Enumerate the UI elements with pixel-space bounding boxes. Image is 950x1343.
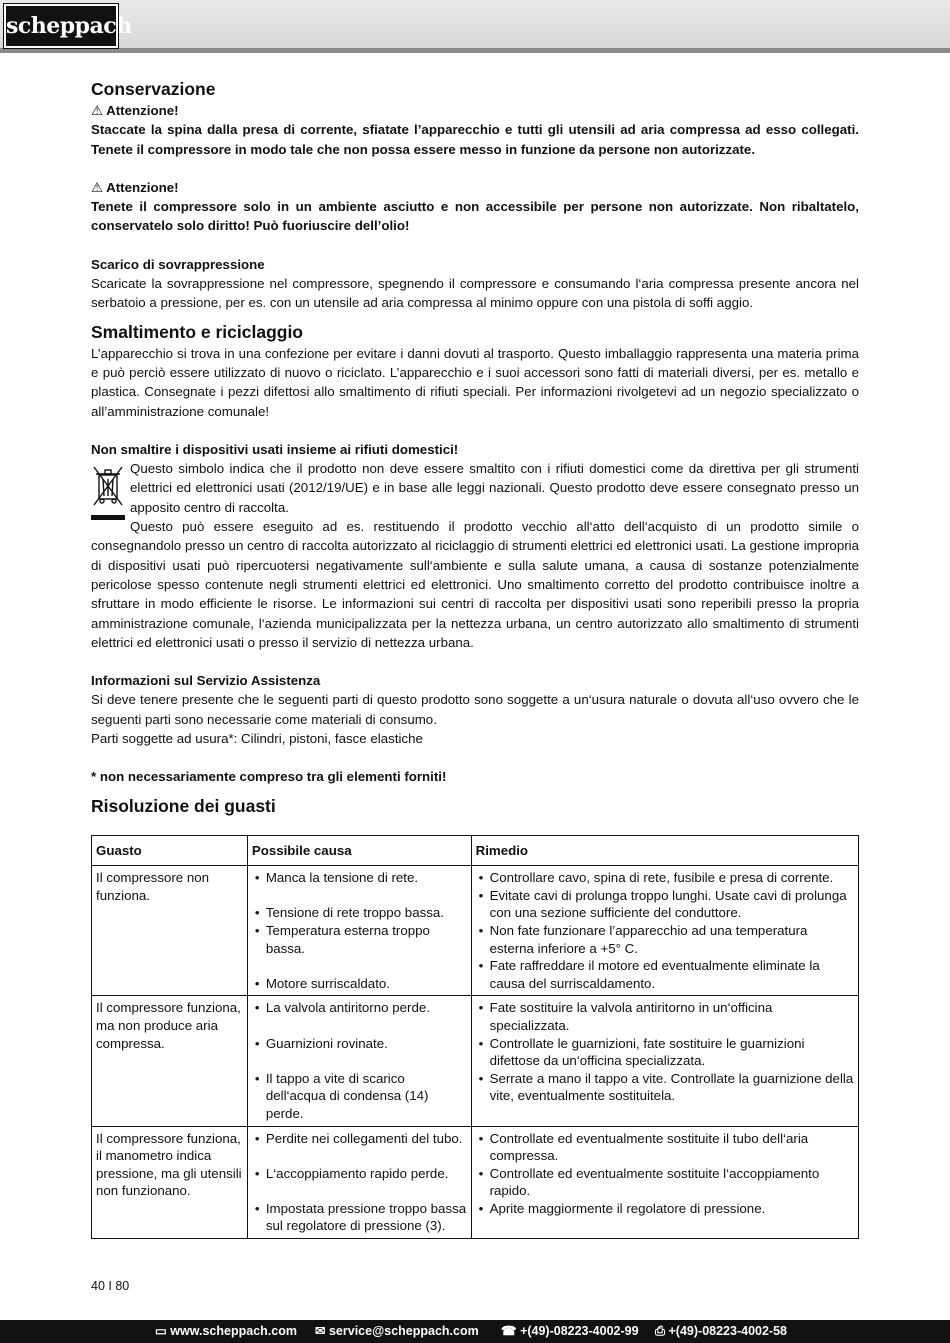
page-content bbox=[91, 78, 859, 1239]
list-item: • Aprite maggiormente il regolatore di pressione. bbox=[476, 1200, 854, 1218]
list-item: • L‘accoppiamento rapido perde. bbox=[252, 1165, 467, 1183]
guasto-cell: Il compressore non funziona. bbox=[92, 866, 248, 996]
section-title-guasti: Risoluzione dei guasti bbox=[91, 795, 276, 816]
footer-phone: ☎ +(49)-08223-4002-99 bbox=[501, 1324, 639, 1338]
list-item: • Fate raffreddare il motore ed eventualmente eliminate la causa del surriscaldamento. bbox=[476, 957, 854, 992]
cause-cell bbox=[247, 866, 471, 996]
list-item: • Serrate a mano il tappo a vite. Controllate la guarnizione della vite, eventualmente sostituitela. bbox=[476, 1070, 854, 1105]
warning-heading-1: ⚠ Attenzione! bbox=[91, 103, 179, 118]
list-item: • Controllate ed eventualmente sostituite il tubo dell‘aria compressa. bbox=[476, 1130, 854, 1165]
list-item: • Fate sostituire la valvola antiritorno in un‘officina specializzata. bbox=[476, 999, 854, 1034]
warning-triangle-icon: ⚠ bbox=[91, 179, 103, 195]
mail-icon: ✉ bbox=[315, 1324, 326, 1338]
section-title-conservazione: Conservazione bbox=[91, 79, 216, 99]
page-number: 40 I 80 bbox=[91, 1279, 130, 1293]
rimedio-cell bbox=[471, 1126, 858, 1239]
list-item: • Controllate le guarnizioni, fate sostituire le guarnizioni difettose da un‘officina specializzata. bbox=[476, 1035, 854, 1070]
warning-heading-2: ⚠ Attenzione! bbox=[91, 179, 179, 195]
scheppach-logo: scheppach bbox=[4, 4, 118, 48]
rimedio-cell bbox=[471, 996, 858, 1126]
warning-text-2: Tenete il compressore solo in un ambiente asciutto e non accessibile per persone non autorizzate. Non ribaltatelo, conservatelo solo diritto! Può fuoriuscire dell’olio! bbox=[91, 199, 859, 234]
computer-icon: ▭ bbox=[155, 1324, 167, 1338]
assistenza-text-1: Si deve tenere presente che le seguenti parti di questo prodotto sono soggette a un‘usura naturale o dovuta all‘uso ovvero che le seguenti parti sono necessarie come materiali di consumo. bbox=[91, 692, 859, 727]
list-item: • Guarnizioni rovinate. bbox=[252, 1035, 467, 1053]
list-item: • Perdite nei collegamenti del tubo. bbox=[252, 1130, 467, 1148]
weee-text-1: Questo simbolo indica che il prodotto non deve essere smaltito con i rifiuti domestici come da direttiva per gli strumenti elettrici ed elettronici usati (2012/19/UE) e in base alle leggi nazionali. Questo prodotto deve essere consegnato presso un apposito centro di raccolta. bbox=[130, 461, 859, 515]
cause-cell bbox=[247, 996, 471, 1126]
footer-bar bbox=[0, 1320, 950, 1343]
guasto-cell: Il compressore funziona, ma non produce aria compressa. bbox=[92, 996, 248, 1126]
list-item: • Manca la tensione di rete. bbox=[252, 869, 467, 887]
column-header: Rimedio bbox=[471, 835, 858, 866]
weee-block bbox=[91, 459, 859, 652]
warning-text-1: Staccate la spina dalla presa di corrente, sfiatate l’apparecchio e tutti gli utensili ad aria compressa ad esso collegati. Tenete il compressore in modo tale che non possa essere messo in funzione da persone non autorizzate. bbox=[91, 122, 859, 157]
fax-icon: ⎙ bbox=[655, 1324, 666, 1338]
list-item: • Controllate ed eventualmente sostituite l‘accoppiamento rapido. bbox=[476, 1165, 854, 1200]
warning-triangle-icon: ⚠ bbox=[91, 103, 103, 118]
list-item: • Il tappo a vite di scarico dell‘acqua di condensa (14) perde. bbox=[252, 1070, 467, 1123]
subsection-title-scarico: Scarico di sovrappressione bbox=[91, 256, 265, 272]
weee-heading: Non smaltire i dispositivi usati insieme ai rifiuti domestici! bbox=[91, 441, 459, 457]
column-header: Possibile causa bbox=[247, 835, 471, 866]
list-item: • Tensione di rete troppo bassa. bbox=[252, 904, 467, 922]
scarico-text: Scaricate la sovrappressione nel compressore, spegnendo il compressore e consumando l‘aria compressa presente ancora nel serbatoio a pressione, per es. con un utensile ad aria compressa al minimo oppure con una pistola di soffi aggio. bbox=[91, 276, 859, 311]
table-header-row bbox=[92, 835, 859, 866]
list-item: • Temperatura esterna troppo bassa. bbox=[252, 922, 467, 957]
list-item: • Motore surriscaldato. bbox=[252, 975, 467, 993]
assistenza-note: * non necessariamente compreso tra gli elementi forniti! bbox=[91, 769, 447, 785]
phone-icon: ☎ bbox=[501, 1324, 517, 1338]
smaltimento-text: L’apparecchio si trova in una confezione per evitare i danni dovuti al trasporto. Questo imballaggio rappresenta una materia prima e può perciò essere utilizzato di nuovo o riciclato. L’apparecchio e i suoi accessori sono fatti di materiali diversi, per es. metallo e plastica. Consegnate i pezzi difettosi allo smaltimento di rifiuti speciali. Per informazioni rivolgetevi ad un negozio specializzato o all’amministrazione comunale! bbox=[91, 345, 859, 419]
cause-cell bbox=[247, 1126, 471, 1239]
list-item: • Impostata pressione troppo bassa sul regolatore di pressione (3). bbox=[252, 1200, 467, 1235]
rimedio-cell bbox=[471, 866, 858, 996]
guasto-cell: Il compressore funziona, il manometro indica pressione, ma gli utensili non funzionano. bbox=[92, 1126, 248, 1239]
assistenza-heading: Informazioni sul Servizio Assistenza bbox=[91, 673, 321, 689]
table-row bbox=[92, 996, 859, 1126]
list-item: • Evitate cavi di prolunga troppo lunghi. Usate cavi di prolunga con una sezione sufficiente del conduttore. bbox=[476, 887, 854, 922]
weee-text-2: Questo può essere eseguito ad es. restituendo il prodotto vecchio all‘atto dell‘acquisto di un prodotto simile o consegnandolo presso un centro di raccolta autorizzato al riciclaggio di strumenti elettrici ed elettronici usati. La gestione impropria di dispositivi usati può ripercuotersi negativamente sull‘ambiente e sulla salute umana, a causa di sostanze potenzialmente pericolose spesso contenute negli strumenti elettrici ed elettronici. Uno smaltimento corretto del prodotto contribuisce inoltre a sfruttare in modo efficiente le risorse. Le informazioni sui centri di raccolta per dispositivi usati sono reperibili presso la propria amministrazione comunale, l‘azienda municipalizzata per la nettezza urbana, un centro autorizzato allo smaltimento di strumenti elettrici ed elettronici usati o presso il servizio di nettezza urbana. bbox=[91, 519, 859, 650]
header-bar bbox=[0, 0, 950, 53]
table-row bbox=[92, 1126, 859, 1239]
crossed-bin-icon bbox=[91, 463, 125, 525]
table-row bbox=[92, 866, 859, 996]
section-title-smaltimento: Smaltimento e riciclaggio bbox=[91, 321, 303, 342]
list-item: • La valvola antiritorno perde. bbox=[252, 999, 467, 1017]
column-header: Guasto bbox=[92, 835, 248, 866]
footer-web[interactable]: ▭ www.scheppach.com bbox=[155, 1324, 297, 1338]
footer-fax: ⎙ +(49)-08223-4002-58 bbox=[655, 1324, 787, 1338]
troubleshooting-table bbox=[91, 835, 859, 1239]
list-item: • Controllare cavo, spina di rete, fusibile e presa di corrente. bbox=[476, 869, 854, 887]
footer-email[interactable]: ✉ service@scheppach.com bbox=[315, 1324, 479, 1338]
assistenza-text-2: Parti soggette ad usura*: Cilindri, pistoni, fasce elastiche bbox=[91, 731, 423, 747]
list-item: • Non fate funzionare l’apparecchio ad una temperatura esterna inferiore a +5° C. bbox=[476, 922, 854, 957]
